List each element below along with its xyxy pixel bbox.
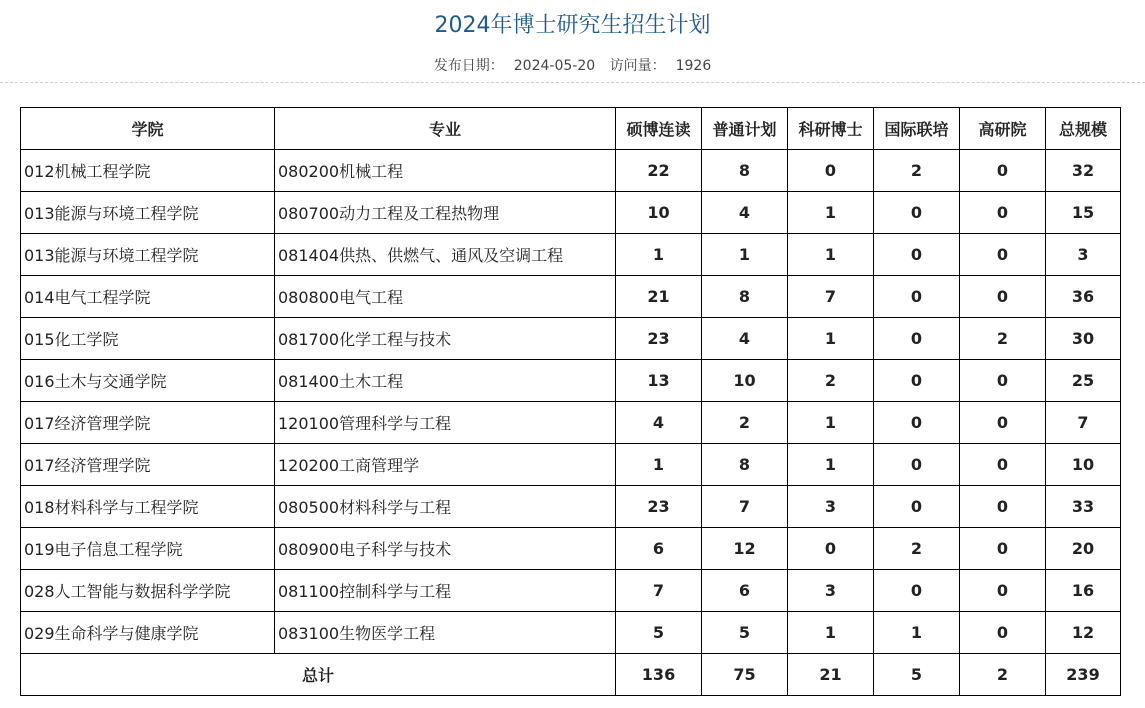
table-row bbox=[21, 318, 1121, 360]
value-cell: 10 bbox=[702, 360, 788, 402]
view-count-label: 访问量： bbox=[609, 58, 666, 74]
value-cell: 0 bbox=[874, 486, 960, 528]
value-cell: 0 bbox=[874, 570, 960, 612]
header-cell-advanced-institute: 高研院 bbox=[960, 108, 1046, 150]
value-cell: 7 bbox=[616, 570, 702, 612]
value-cell: 0 bbox=[874, 234, 960, 276]
table-row bbox=[21, 150, 1121, 192]
major-cell: 120200工商管理学 bbox=[275, 444, 616, 486]
enrollment-plan-table bbox=[20, 107, 1121, 696]
value-cell: 0 bbox=[960, 276, 1046, 318]
value-cell: 0 bbox=[874, 360, 960, 402]
major-cell: 080700动力工程及工程热物理 bbox=[275, 192, 616, 234]
value-cell: 0 bbox=[788, 528, 874, 570]
total-cell: 2 bbox=[960, 654, 1046, 696]
value-cell: 0 bbox=[960, 612, 1046, 654]
value-cell: 1 bbox=[616, 444, 702, 486]
value-cell: 1 bbox=[788, 234, 874, 276]
value-cell: 6 bbox=[702, 570, 788, 612]
value-cell: 13 bbox=[616, 360, 702, 402]
value-cell: 0 bbox=[874, 318, 960, 360]
major-cell: 081400土木工程 bbox=[275, 360, 616, 402]
table-row bbox=[21, 402, 1121, 444]
value-cell: 10 bbox=[1046, 444, 1121, 486]
publish-date bbox=[434, 58, 595, 74]
value-cell: 23 bbox=[616, 486, 702, 528]
header-cell-major: 专业 bbox=[275, 108, 616, 150]
value-cell: 8 bbox=[702, 150, 788, 192]
value-cell: 3 bbox=[788, 570, 874, 612]
college-cell: 019电子信息工程学院 bbox=[21, 528, 275, 570]
value-cell: 0 bbox=[788, 150, 874, 192]
table-row bbox=[21, 528, 1121, 570]
value-cell: 2 bbox=[874, 150, 960, 192]
table-row bbox=[21, 444, 1121, 486]
table-row bbox=[21, 192, 1121, 234]
header-cell-research-phd: 科研博士 bbox=[788, 108, 874, 150]
value-cell: 16 bbox=[1046, 570, 1121, 612]
value-cell: 4 bbox=[616, 402, 702, 444]
value-cell: 1 bbox=[788, 318, 874, 360]
value-cell: 2 bbox=[874, 528, 960, 570]
table-header-row bbox=[21, 108, 1121, 150]
total-cell: 239 bbox=[1046, 654, 1121, 696]
value-cell: 1 bbox=[788, 192, 874, 234]
value-cell: 1 bbox=[874, 612, 960, 654]
value-cell: 7 bbox=[788, 276, 874, 318]
value-cell: 12 bbox=[1046, 612, 1121, 654]
view-count-value: 1926 bbox=[675, 58, 712, 74]
total-cell: 5 bbox=[874, 654, 960, 696]
value-cell: 0 bbox=[960, 234, 1046, 276]
value-cell: 0 bbox=[874, 444, 960, 486]
total-cell: 75 bbox=[702, 654, 788, 696]
publish-date-label: 发布日期： bbox=[433, 58, 504, 74]
header-cell-total-scale: 总规模 bbox=[1046, 108, 1121, 150]
value-cell: 3 bbox=[1046, 234, 1121, 276]
value-cell: 2 bbox=[702, 402, 788, 444]
college-cell: 014电气工程学院 bbox=[21, 276, 275, 318]
value-cell: 4 bbox=[702, 318, 788, 360]
major-cell: 081100控制科学与工程 bbox=[275, 570, 616, 612]
table-row bbox=[21, 486, 1121, 528]
college-cell: 017经济管理学院 bbox=[21, 444, 275, 486]
value-cell: 1 bbox=[702, 234, 788, 276]
total-cell: 21 bbox=[788, 654, 874, 696]
article-meta bbox=[0, 55, 1145, 75]
value-cell: 32 bbox=[1046, 150, 1121, 192]
view-count bbox=[610, 58, 712, 74]
value-cell: 33 bbox=[1046, 486, 1121, 528]
major-cell: 080800电气工程 bbox=[275, 276, 616, 318]
publish-date-value: 2024-05-20 bbox=[513, 58, 596, 74]
value-cell: 0 bbox=[960, 486, 1046, 528]
table-row bbox=[21, 570, 1121, 612]
header-cell-regular-plan: 普通计划 bbox=[702, 108, 788, 150]
header-divider bbox=[0, 82, 1145, 83]
value-cell: 0 bbox=[960, 570, 1046, 612]
value-cell: 0 bbox=[960, 444, 1046, 486]
value-cell: 21 bbox=[616, 276, 702, 318]
college-cell: 013能源与环境工程学院 bbox=[21, 192, 275, 234]
value-cell: 2 bbox=[960, 318, 1046, 360]
college-cell: 015化工学院 bbox=[21, 318, 275, 360]
value-cell: 0 bbox=[960, 360, 1046, 402]
value-cell: 20 bbox=[1046, 528, 1121, 570]
total-row bbox=[21, 654, 1121, 696]
value-cell: 1 bbox=[616, 234, 702, 276]
major-cell: 120100管理科学与工程 bbox=[275, 402, 616, 444]
value-cell: 15 bbox=[1046, 192, 1121, 234]
value-cell: 10 bbox=[616, 192, 702, 234]
value-cell: 25 bbox=[1046, 360, 1121, 402]
value-cell: 6 bbox=[616, 528, 702, 570]
value-cell: 0 bbox=[960, 150, 1046, 192]
header-cell-masters-phd: 硕博连读 bbox=[616, 108, 702, 150]
value-cell: 8 bbox=[702, 444, 788, 486]
value-cell: 0 bbox=[874, 276, 960, 318]
college-cell: 028人工智能与数据科学学院 bbox=[21, 570, 275, 612]
value-cell: 1 bbox=[788, 402, 874, 444]
table-row bbox=[21, 360, 1121, 402]
value-cell: 2 bbox=[788, 360, 874, 402]
college-cell: 017经济管理学院 bbox=[21, 402, 275, 444]
value-cell: 7 bbox=[702, 486, 788, 528]
college-cell: 012机械工程学院 bbox=[21, 150, 275, 192]
value-cell: 0 bbox=[874, 192, 960, 234]
major-cell: 080200机械工程 bbox=[275, 150, 616, 192]
major-cell: 080900电子科学与技术 bbox=[275, 528, 616, 570]
college-cell: 018材料科学与工程学院 bbox=[21, 486, 275, 528]
value-cell: 7 bbox=[1046, 402, 1121, 444]
college-cell: 013能源与环境工程学院 bbox=[21, 234, 275, 276]
value-cell: 36 bbox=[1046, 276, 1121, 318]
value-cell: 5 bbox=[616, 612, 702, 654]
value-cell: 3 bbox=[788, 486, 874, 528]
college-cell: 029生命科学与健康学院 bbox=[21, 612, 275, 654]
value-cell: 30 bbox=[1046, 318, 1121, 360]
header-cell-intl-joint: 国际联培 bbox=[874, 108, 960, 150]
page-title: 2024年博士研究生招生计划 bbox=[434, 13, 711, 38]
table-row bbox=[21, 234, 1121, 276]
value-cell: 0 bbox=[960, 402, 1046, 444]
college-cell: 016土木与交通学院 bbox=[21, 360, 275, 402]
header-cell-college: 学院 bbox=[21, 108, 275, 150]
major-cell: 081700化学工程与技术 bbox=[275, 318, 616, 360]
value-cell: 4 bbox=[702, 192, 788, 234]
value-cell: 0 bbox=[874, 402, 960, 444]
value-cell: 1 bbox=[788, 612, 874, 654]
value-cell: 0 bbox=[960, 192, 1046, 234]
table-row bbox=[21, 276, 1121, 318]
value-cell: 5 bbox=[702, 612, 788, 654]
value-cell: 1 bbox=[788, 444, 874, 486]
major-cell: 083100生物医学工程 bbox=[275, 612, 616, 654]
value-cell: 0 bbox=[960, 528, 1046, 570]
total-cell: 136 bbox=[616, 654, 702, 696]
value-cell: 23 bbox=[616, 318, 702, 360]
value-cell: 8 bbox=[702, 276, 788, 318]
total-label: 总计 bbox=[21, 654, 616, 696]
major-cell: 081404供热、供燃气、通风及空调工程 bbox=[275, 234, 616, 276]
major-cell: 080500材料科学与工程 bbox=[275, 486, 616, 528]
value-cell: 12 bbox=[702, 528, 788, 570]
value-cell: 22 bbox=[616, 150, 702, 192]
table-row bbox=[21, 612, 1121, 654]
